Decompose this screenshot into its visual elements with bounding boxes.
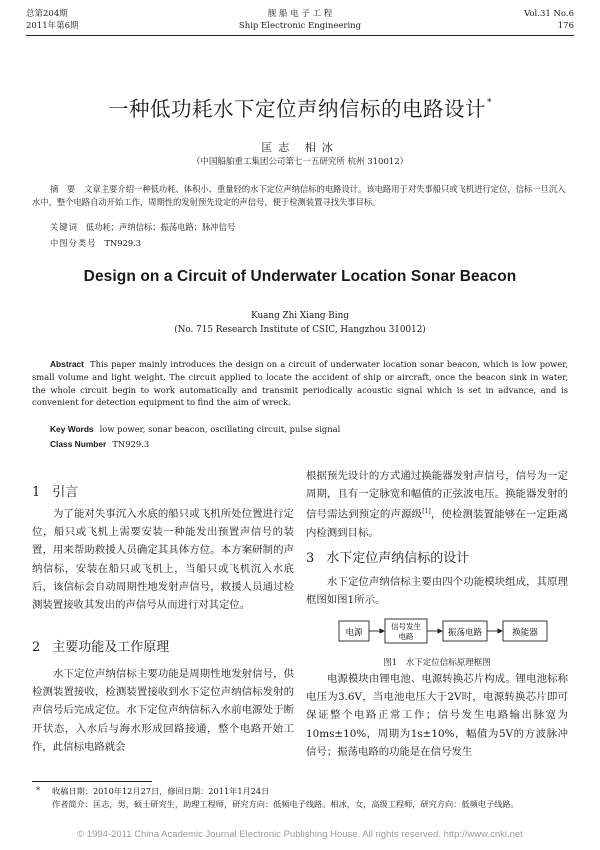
section-2-heading — [32, 639, 294, 657]
class-number-en-text: TN929.3 — [112, 439, 150, 449]
figure-1-caption: 图1 水下定位信标原理框图 — [383, 658, 491, 668]
power-block-label: 电源 — [345, 628, 363, 638]
continuation-text-after: ，使检测装置能够在一定距离内检测到目标。 — [306, 508, 568, 540]
signal-generator-label-line1: 信号发生 — [391, 622, 421, 631]
volume-info — [524, 8, 574, 32]
keywords-cn-label: 关键词 — [50, 222, 78, 232]
issue-total: 总第204期 — [26, 9, 68, 19]
page-number: 176 — [557, 21, 574, 31]
title-footnote-mark: * — [487, 98, 492, 108]
oscillator-block-label: 振荡电路 — [447, 628, 483, 638]
section-3-paragraph-2: 电源模块由锂电池、电源转换芯片构成。锂电池标称电压为3.6V，当电池电压大于2V时，电源转换芯片即可保证整个电路正常工作；信号发生电路输出脉宽为10ms±10%，周期为1s±10%，幅值为5V的方波脉冲信号；振荡电路的功能是在信号发生 — [306, 673, 568, 758]
authors-cn: 匡志 相冰 — [261, 141, 339, 154]
section-1-number: 1 — [32, 485, 41, 500]
section-3-title: 水下定位声纳信标的设计 — [326, 551, 470, 566]
continuation-text: 根据预先设计的方式通过换能器发射声信号，信号为一定周期，且有一定脉宽和幅值的正弦波电压。换能器发射的信号需达到预定的声源级 — [306, 470, 568, 521]
abstract-en-label: Abstract — [50, 359, 84, 369]
abstract-en — [32, 358, 568, 409]
section-3-continuation — [306, 670, 568, 761]
class-number-en — [50, 439, 149, 449]
copyright-watermark: © 1994-2011 China Academic Journal Electronic Publishing House. All rights reserved. http://www.cnki.net — [77, 829, 523, 840]
paper-title-cn-text: 一种低功耗水下定位声纳信标的电路设计 — [108, 97, 486, 121]
header-rule — [26, 35, 574, 36]
section-2-number: 2 — [32, 640, 41, 655]
section-3-paragraph: 水下定位声纳信标主要由四个功能模块组成，其原理框图如图1所示。 — [306, 576, 568, 607]
footnote-mark: * — [36, 785, 41, 795]
class-number-cn-label: 中图分类号 — [50, 238, 97, 248]
section-1-title: 引言 — [52, 485, 79, 500]
abstract-cn-text: 文章主要介绍一种低功耗、体积小、重量轻的水下定位声纳信标的电路设计。该电路用于对失事船只或飞机进行定位，信标一旦沉入水中，整个电路自动开始工作，周期性的发射预先设定的声信号，便于检测装置寻找失事目标。 — [32, 184, 566, 208]
footnote-rule — [32, 781, 152, 782]
section-3-number: 3 — [306, 551, 315, 566]
keywords-cn-text: 低功耗；声纳信标；振荡电路；脉冲信号 — [85, 222, 236, 232]
transducer-block-label: 换能器 — [512, 628, 538, 638]
section-1-paragraph: 为了能对失事沉入水底的船只或飞机所处位置进行定位，船只或飞机上需要安装一种能发出预置声信号的装置，用来帮助救援人员确定其具体方位。本方案研制的声纳信标，安装在船只或飞机上，当船只或飞机沉入水底后，该信标会自动周期性地发射声信号，救援人员通过检测装置接收其发出的声信号从而进行对其定位。 — [32, 508, 294, 612]
affiliation-en: (No. 715 Research Institute of CSIC, Hangzhou 310012) — [174, 325, 426, 335]
abstract-cn-label: 摘 要 — [50, 184, 79, 194]
section-2-paragraph: 水下定位声纳信标主要功能是周期性地发射信号，供检测装置接收，检测装置接收到水下定位声纳信标发射的声信号后完成定位。水下定位声纳信标入水前电源处于断开状态，入水后与海水形成回路接通，整个电路开始工作，此信标电路就会 — [32, 668, 294, 753]
journal-name — [0, 8, 600, 32]
section-1-heading — [32, 484, 294, 502]
journal-name-en: Ship Electronic Engineering — [238, 21, 362, 31]
class-number-cn-text: TN929.3 — [104, 238, 142, 248]
keywords-cn — [50, 221, 235, 233]
abstract-en-text: This paper mainly introduces the design on a circuit of underwater location sonar beacon, which is low power, small volume and light weight. The circuit applied to locate the accident of ship or aircraft, once the beacon sink in water, the whole circuit begin to work automatically and transmit periodically acoustic signal which is set in advance, and is convenient for detection equipment to find the aim of wreck. — [32, 359, 568, 408]
footnote-received-date: 收稿日期：2010年12月27日，修回日期：2011年1月24日 — [52, 786, 270, 796]
section-3-heading — [306, 550, 568, 568]
citation-ref: [1] — [422, 508, 431, 516]
section-3-body — [306, 573, 568, 609]
signal-generator-label-line2: 电路 — [398, 632, 414, 641]
class-number-en-label: Class Number — [50, 439, 107, 449]
paper-title-cn — [0, 92, 600, 122]
section-2-continuation — [306, 467, 568, 542]
abstract-cn — [32, 183, 568, 209]
keywords-en-text: low power, sonar beacon, oscillating circuit, pulse signal — [99, 424, 341, 434]
volume-number: Vol.31 No.6 — [524, 9, 574, 19]
issue-year: 2011年第6期 — [26, 21, 79, 31]
keywords-en — [50, 424, 340, 434]
paper-title-en: Design on a Circuit of Underwater Location Sonar Beacon — [83, 268, 517, 285]
continuation-paragraph — [306, 467, 568, 542]
affiliation-cn: （中国船舶重工集团公司第七一五研究所 杭州 310012） — [191, 157, 409, 167]
footnote-author-bio: 作者简介：匡志，男，硕士研究生，助理工程师，研究方向：低频电子线路。相冰，女，高级工程师，研究方向：低频电子线路。 — [52, 799, 519, 809]
journal-name-cn: 舰 船 电 子 工 程 — [267, 9, 333, 19]
class-number-cn — [50, 237, 141, 249]
block-diagram — [338, 618, 548, 644]
section-2-title: 主要功能及工作原理 — [52, 640, 170, 655]
section-1-body — [32, 505, 294, 614]
authors-en: Kuang Zhi Xiang Bing — [251, 311, 349, 321]
keywords-en-label: Key Words — [50, 424, 94, 434]
section-2-body — [32, 665, 294, 756]
